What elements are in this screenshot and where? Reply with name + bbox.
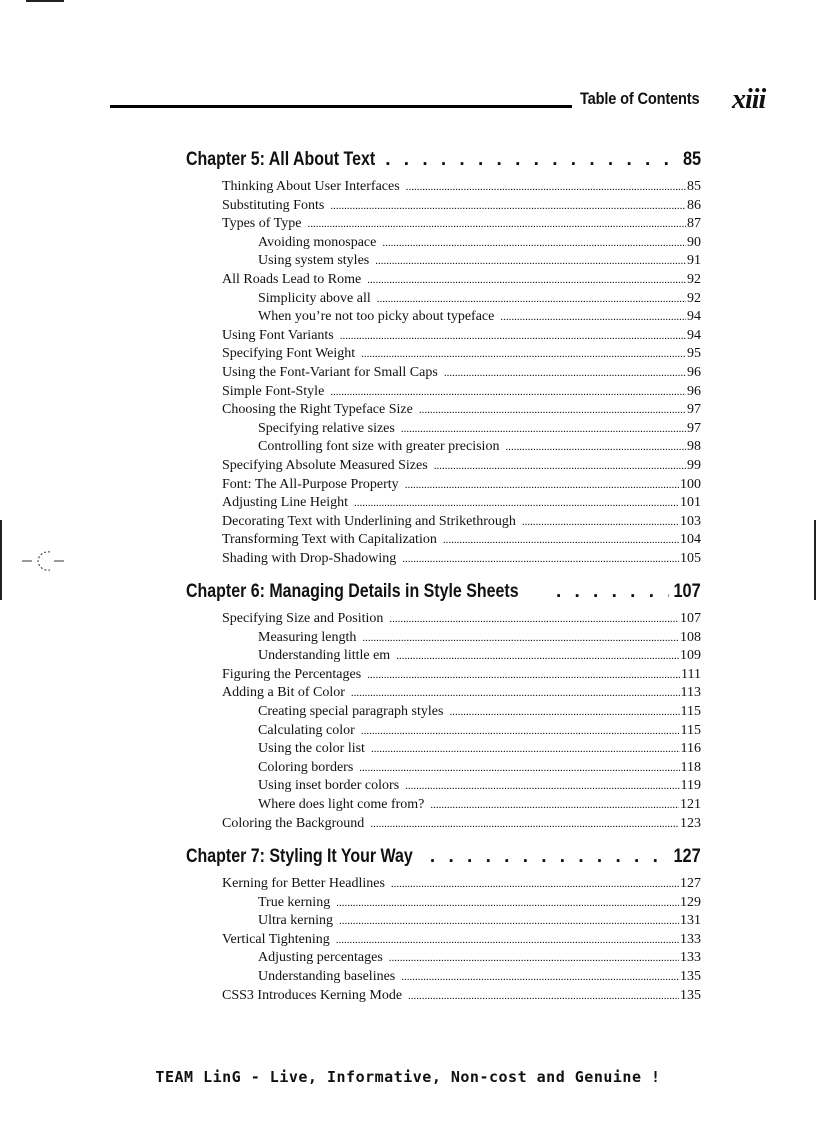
dot-leader	[375, 252, 686, 271]
entry-page: 115	[680, 703, 701, 719]
chapter-page: 85	[682, 149, 701, 170]
entry-title: Kerning for Better Headlines	[222, 876, 385, 891]
chapter-heading[interactable]	[186, 148, 701, 172]
entry-page: 98	[687, 439, 701, 455]
dot-leader	[354, 494, 679, 513]
entry-title: Avoiding monospace	[258, 234, 377, 250]
toc-entry[interactable]	[186, 531, 701, 550]
entry-page: 111	[681, 666, 701, 682]
toc-entry[interactable]	[186, 457, 701, 476]
dot-leader	[371, 740, 680, 759]
left-crop-mark	[0, 520, 2, 600]
entry-title: Using inset border colors	[258, 778, 400, 794]
entry-title: Shading with Drop-Shadowing	[222, 550, 397, 566]
toc-entry[interactable]	[186, 215, 701, 234]
dot-leader	[434, 457, 686, 476]
entry-title: Thinking About User Interfaces	[222, 179, 400, 194]
toc-entry[interactable]	[186, 968, 701, 987]
entry-title: Adjusting percentages	[258, 950, 383, 966]
toc-entry[interactable]	[186, 684, 701, 703]
entry-title: Coloring borders	[258, 759, 354, 775]
entry-page: 116	[680, 741, 701, 757]
dot-leader	[430, 796, 679, 815]
entry-page: 94	[687, 327, 701, 343]
entry-title: Measuring length	[258, 629, 357, 645]
entry-title: Font: The All-Purpose Property	[222, 476, 399, 492]
toc-entry[interactable]	[186, 777, 701, 796]
dot-leader	[361, 722, 680, 741]
entry-title: Figuring the Percentages	[222, 666, 362, 682]
toc-entry[interactable]	[186, 629, 701, 648]
dot-leader	[377, 290, 686, 309]
entry-page: 101	[680, 495, 701, 511]
entry-page: 119	[680, 778, 701, 794]
dot-leader	[396, 647, 679, 666]
toc-entry[interactable]	[186, 740, 701, 759]
dot-leader	[362, 629, 679, 648]
entry-page: 90	[687, 234, 701, 250]
dot-leader	[340, 327, 686, 346]
entry-page: 115	[680, 722, 701, 738]
dot-leader	[382, 234, 686, 253]
entry-page: 133	[680, 931, 701, 947]
dot-leader	[449, 703, 679, 722]
toc-entry[interactable]	[186, 197, 701, 216]
entry-title: Using the Font-Variant for Small Caps	[222, 364, 438, 380]
toc-entry[interactable]	[186, 327, 701, 346]
entry-page: 86	[687, 197, 701, 213]
entry-title: Using the color list	[258, 741, 365, 757]
toc-entry[interactable]	[186, 234, 701, 253]
entry-page: 105	[680, 550, 701, 566]
entry-title: Controlling font size with greater precision	[258, 439, 500, 455]
entry-title: Specifying Font Weight	[222, 346, 356, 362]
toc-entry[interactable]	[186, 364, 701, 383]
registration-mark-icon	[22, 548, 64, 574]
chapter-6-section	[186, 580, 701, 833]
entry-list	[186, 178, 701, 568]
entry-list	[186, 610, 701, 833]
toc-entry[interactable]	[186, 949, 701, 968]
toc-entry[interactable]	[186, 759, 701, 778]
dot-leader	[408, 987, 679, 1006]
toc-entry[interactable]	[186, 401, 701, 420]
entry-page: 96	[687, 364, 701, 380]
toc-entry[interactable]	[186, 647, 701, 666]
dot-leader	[500, 308, 686, 327]
entry-title: Specifying relative sizes	[258, 420, 395, 436]
dot-leader	[385, 148, 680, 172]
toc-entry[interactable]	[186, 420, 701, 439]
entry-title: Adjusting Line Height	[222, 495, 348, 511]
entry-page: 96	[687, 383, 701, 399]
entry-title: Simplicity above all	[258, 290, 371, 306]
entry-title: Substituting Fonts	[222, 197, 325, 213]
entry-page: 129	[680, 894, 701, 910]
entry-title: Specifying Size and Position	[222, 611, 384, 626]
dot-leader	[359, 759, 679, 778]
chapter-heading[interactable]	[186, 845, 701, 869]
entry-title: Where does light come from?	[258, 796, 425, 812]
chapter-page: 107	[673, 581, 701, 602]
dot-leader	[361, 345, 686, 364]
entry-title: Using system styles	[258, 253, 370, 269]
dot-leader	[307, 215, 686, 234]
dot-leader	[351, 684, 680, 703]
entry-title: Transforming Text with Capitalization	[222, 532, 437, 548]
dot-leader	[444, 364, 686, 383]
toc-entry[interactable]	[186, 796, 701, 815]
entry-title: Vertical Tightening	[222, 931, 330, 947]
dot-leader	[556, 580, 669, 604]
dot-leader	[401, 968, 679, 987]
entry-page: 92	[687, 271, 701, 287]
entry-page: 94	[687, 309, 701, 325]
header-rule	[110, 105, 572, 108]
entry-page: 104	[680, 532, 701, 548]
entry-page: 113	[680, 685, 701, 701]
toc-entry[interactable]	[186, 438, 701, 457]
toc-entry[interactable]	[186, 722, 701, 741]
top-crop-line	[26, 0, 64, 2]
entry-page: 135	[680, 968, 701, 984]
entry-page: 97	[687, 402, 701, 418]
toc-entry[interactable]	[186, 931, 701, 950]
toc-entry[interactable]	[186, 271, 701, 290]
entry-title: Simple Font-Style	[222, 383, 325, 399]
entry-page: 100	[680, 476, 701, 492]
chapter-heading[interactable]	[186, 580, 701, 604]
entry-page: 135	[680, 987, 701, 1003]
entry-title: Using Font Variants	[222, 327, 334, 343]
entry-title: Decorating Text with Underlining and Strikethrough	[222, 513, 516, 529]
toc-entry[interactable]	[186, 513, 701, 532]
entry-title: Creating special paragraph styles	[258, 703, 444, 719]
toc-entry[interactable]	[186, 703, 701, 722]
chapter-title: Chapter 6: Managing Details in Style Sheets	[186, 581, 519, 602]
toc-entry[interactable]	[186, 476, 701, 495]
toc-entry[interactable]	[186, 252, 701, 271]
chapter-title: Chapter 5: All About Text	[186, 149, 376, 170]
entry-title: Ultra kerning	[258, 913, 334, 929]
toc-entry[interactable]	[186, 383, 701, 402]
toc-entry[interactable]	[186, 875, 701, 894]
dot-leader	[330, 197, 686, 216]
dot-leader	[339, 912, 679, 931]
dot-leader	[405, 777, 679, 796]
entry-title: Choosing the Right Typeface Size	[222, 402, 413, 418]
dot-leader	[336, 894, 679, 913]
entry-title: Understanding baselines	[258, 968, 396, 984]
dot-leader	[402, 550, 679, 569]
dot-leader	[330, 383, 686, 402]
entry-title: True kerning	[258, 894, 331, 910]
entry-title: Calculating color	[258, 722, 355, 738]
dot-leader	[370, 815, 679, 834]
entry-page: 92	[687, 290, 701, 306]
entry-title: When you’re not too picky about typeface	[258, 309, 495, 325]
page-number: xiii	[732, 84, 766, 115]
entry-page: 97	[687, 420, 701, 436]
entry-page: 123	[680, 815, 701, 831]
dot-leader	[401, 420, 686, 439]
toc-entry[interactable]	[186, 290, 701, 309]
entry-page: 108	[680, 629, 701, 645]
entry-page: 91	[687, 253, 701, 269]
dot-leader	[367, 666, 680, 685]
toc-entry[interactable]	[186, 987, 701, 1006]
running-header-title: Table of Contents	[580, 89, 700, 108]
toc-entry[interactable]	[186, 894, 701, 913]
toc-entry[interactable]	[186, 550, 701, 569]
dot-leader	[336, 931, 679, 950]
entry-page: 107	[680, 611, 701, 626]
entry-page: 99	[687, 457, 701, 473]
entry-page: 121	[680, 796, 701, 812]
dot-leader	[389, 610, 679, 629]
dot-leader	[405, 476, 679, 495]
dot-leader	[522, 513, 679, 532]
dot-leader	[389, 949, 679, 968]
entry-title: Types of Type	[222, 216, 302, 232]
entry-page: 95	[687, 346, 701, 362]
entry-title: Understanding little em	[258, 648, 391, 664]
entry-title: CSS3 Introduces Kerning Mode	[222, 987, 403, 1003]
chapter-5-section	[186, 148, 701, 568]
toc-entry[interactable]	[186, 494, 701, 513]
entry-page: 87	[687, 216, 701, 232]
entry-title: Adding a Bit of Color	[222, 685, 345, 701]
entry-page: 85	[687, 179, 701, 194]
entry-title: Coloring the Background	[222, 815, 365, 831]
entry-page: 118	[680, 759, 701, 775]
entry-page: 109	[680, 648, 701, 664]
chapter-page: 127	[673, 846, 701, 867]
chapter-7-section	[186, 845, 701, 1005]
dot-leader	[406, 178, 686, 197]
dot-leader	[505, 438, 686, 457]
toc-entry[interactable]	[186, 815, 701, 834]
entry-page: 103	[680, 513, 701, 529]
toc-entry[interactable]	[186, 178, 701, 197]
entry-title: Specifying Absolute Measured Sizes	[222, 457, 428, 473]
toc-entry[interactable]	[186, 308, 701, 327]
toc-entry[interactable]	[186, 666, 701, 685]
toc-entry[interactable]	[186, 345, 701, 364]
chapter-title: Chapter 7: Styling It Your Way	[186, 846, 413, 867]
entry-page: 133	[680, 950, 701, 966]
toc-entry[interactable]	[186, 610, 701, 629]
dot-leader	[367, 271, 686, 290]
dot-leader	[430, 845, 669, 869]
dot-leader	[419, 401, 686, 420]
footer-watermark-text: TEAM LinG - Live, Informative, Non-cost and Genuine !	[155, 1068, 661, 1086]
dot-leader	[391, 875, 679, 894]
entry-page: 127	[680, 876, 701, 891]
dot-leader	[443, 531, 679, 550]
entry-title: All Roads Lead to Rome	[222, 271, 362, 287]
entry-list	[186, 875, 701, 1005]
entry-page: 131	[680, 913, 701, 929]
toc-entry[interactable]	[186, 912, 701, 931]
